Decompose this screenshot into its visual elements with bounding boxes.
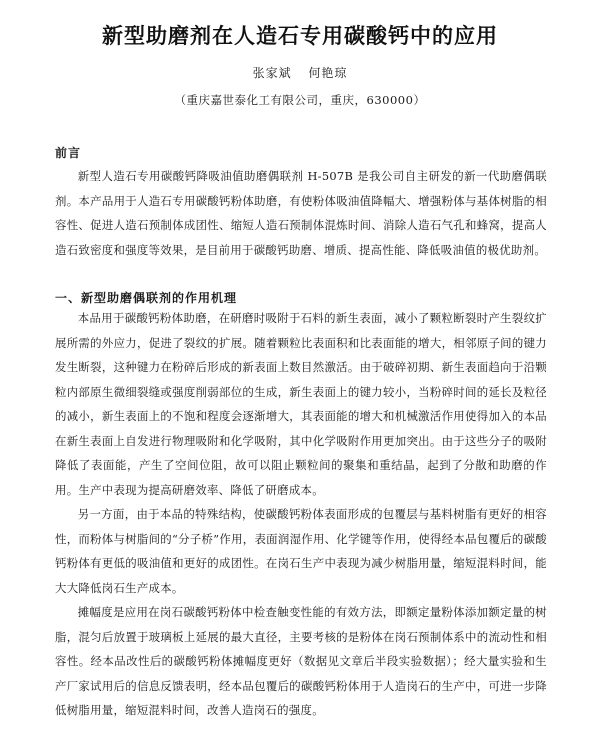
paper-authors: 张家斌 何艳琼 <box>252 66 348 80</box>
section1-paragraph-2: 另一方面，由于本品的特殊结构，使碳酸钙粉体表面形成的包覆层与基料树脂有更好的相容性，而粉体与树脂间的“分子桥”作用，表面润湿作用、化学键等作用，使得经本品包覆后的碳酸钙粉体有更低的吸油值和更好的成团性。在岗石生产中表现为减少树脂用量，缩短混料时间，能大大降低岗石生产成本。 <box>55 507 547 595</box>
section1-paragraph-1: 本品用于碳酸钙粉体助磨，在研磨时吸附于石料的新生表面，减小了颗粒断裂时产生裂纹扩展所需的外应力，促进了裂纹的扩展。随着颗粒比表面积和比表面能的增大，相邻原子间的键力发生断裂，这种键力在粉碎后形成的新表面上数目然激活。由于破碎初期、新生表面趋向于沿颗粒内部原生微细裂缝或强度削弱部位的生成，新生表面上的键力较小，当粉碎时间的延长及粒径的减小，新生表面上的不饱和程度会逐渐增大，其表面能的增大和机械激活作用使得加入的本品在新生表面上自发进行物理吸附和化学吸附，其中化学吸附作用更加突出。由于这些分子的吸附降低了表面能，产生了空间位阻，故可以阻止颗粒间的聚集和重结晶，起到了分散和助磨的作用。生产中表现为提高研磨效率、降低了研磨成本。 <box>55 311 547 497</box>
section1-paragraph-3: 摊幅度是应用在岗石碳酸钙粉体中检查触变性能的有效方法，即额定量粉体添加额定量的树脂，混匀后放置于玻璃板上延展的最大直径，主要考核的是粉体在岗石预制体系中的流动性和相容性。经本品改性后的碳酸钙粉体摊幅度更好（数据见文章后半段实验数据）；经大量实验和生产厂家试用后的信息反馈表明，经本品包覆后的碳酸钙粉体用于人造岗石的生产中，可进一步降低树脂用量，缩短混料时间，改善人造岗石的强度。 <box>55 605 547 717</box>
paper-affiliation: （重庆嘉世泰化工有限公司，重庆，630000） <box>174 93 426 107</box>
preface-paragraph: 新型人造石专用碳酸钙降吸油值助磨偶联剂 H-507B 是我公司自主研发的新一代助磨偶联剂。本产品用于人造石专用碳酸钙粉体助磨，有使粉体吸油值降幅大、增强粉体与基体树脂的相容性、促进人造石预制体成团性、缩短人造石预制体混炼时间、消除人造石气孔和蜂窝，提高人造石致密度和强度等效果，是目前用于碳酸钙助磨、增质、提高性能、降低吸油值的极优助剂。 <box>55 169 547 257</box>
preface-block <box>55 164 547 262</box>
section1-block <box>55 306 547 723</box>
paper-title: 新型助磨剂在人造石专用碳酸钙中的应用 <box>102 24 498 48</box>
preface-heading: 前言 <box>55 146 82 160</box>
section1-heading: 一、新型助磨偶联剂的作用机理 <box>55 291 238 305</box>
